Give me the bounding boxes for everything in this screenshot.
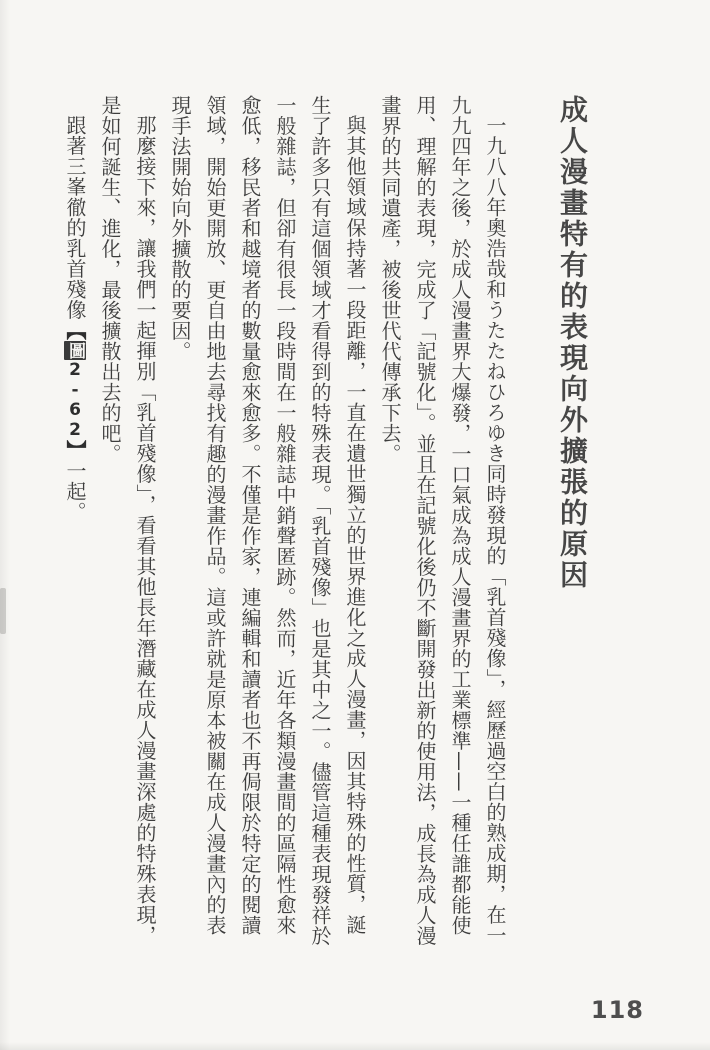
scan-edge-shadow [0,0,10,1050]
scan-edge-shadow-bottom [0,1042,710,1050]
figure-reference [63,320,87,461]
chapter-title: 成人漫畫特有的表現向外擴張的原因 [556,95,589,591]
scan-artifact [0,588,6,634]
closing-text-after: 一起。 [63,460,87,522]
body-text [57,95,512,947]
figure-bracket-close: 】 [63,440,87,461]
closing-text-before: 跟著三峯徹的乳首殘像 [63,115,87,320]
figure-number: 2-62 [65,360,85,440]
figure-glyph: 圖 [65,341,85,359]
vertical-text-area [57,95,632,947]
paragraph-1: 一九八八年奧浩哉和うたたねひろゆき同時發現的「乳首殘像」，經歷過空白的熟成期，在一九九四年之後，於成人漫畫界大爆發，一口氣成為成人漫畫界的工業標準——一種任誰都能使用、理解的表現，完成了「記號化」。並且在記號化後仍不斷開發出新的使用法，成長為成人漫畫界的共同遺產，被後世代代傳承下去。 [378,95,507,946]
figure-bracket-open: 【 [63,320,87,341]
paragraph-3: 那麼接下來，讓我們一起揮別「乳首殘像」，看看其他長年潛藏在成人漫畫深處的特殊表現，是如何誕生、進化，最後擴散出去的吧。 [98,95,157,946]
page-number: 118 [590,996,644,1024]
paragraph-4 [57,95,92,947]
paragraph-2: 與其他領域保持著一段距離，一直在遺世獨立的世界進化之成人漫畫，因其特殊的性質，誕生了許多只有這個領域才看得到的特殊表現。「乳首殘像」也是其中之一。儘管這種表現發祥於一般雜誌，但卻有很長一段時間在一般雜誌中銷聲匿跡。然而，近年各類漫畫間的區隔性愈來愈低，移民者和越境者的數量愈來愈多。不僅是作家，連編輯和讀者也不再侷限於特定的閱讀領域，開始更開放、更自由地去尋找有趣的漫畫作品。這或許就是原本被關在成人漫畫內的表現手法開始向外擴散的要因。 [168,95,367,946]
